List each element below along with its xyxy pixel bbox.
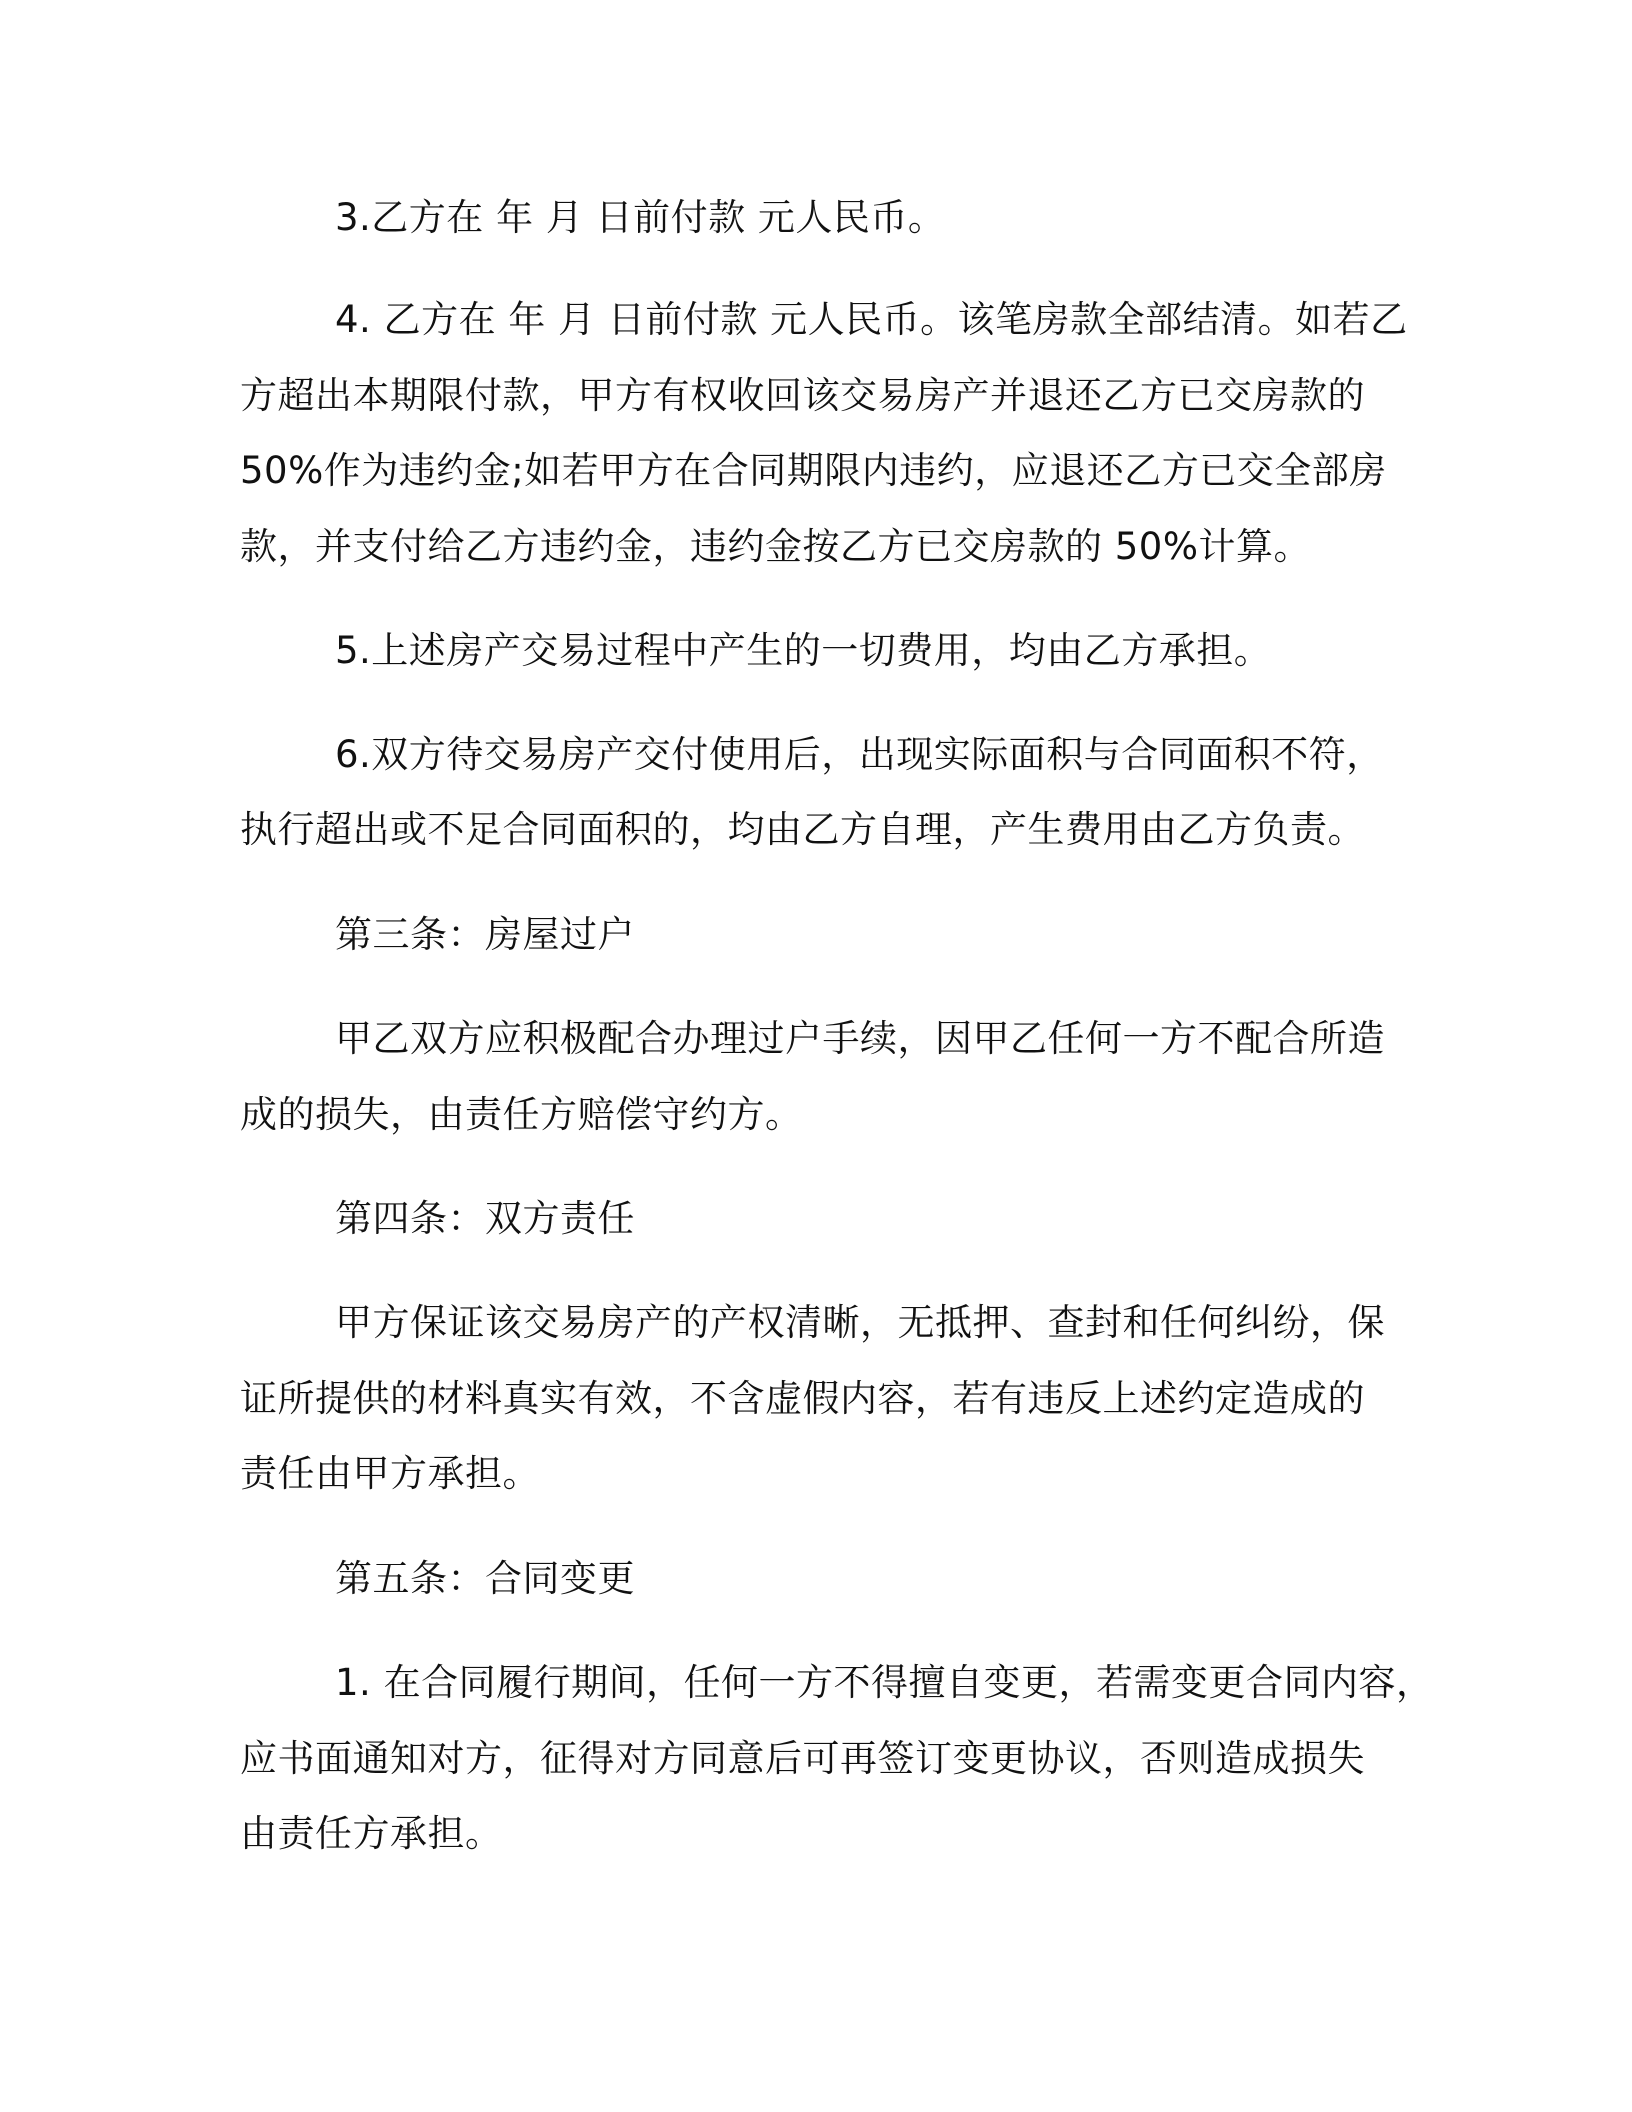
clause-5-item-1-line-3: 由责任方承担。 <box>240 1812 503 1855</box>
clause-2-item-4-line-2: 方超出本期限付款，甲方有权收回该交易房产并退还乙方已交房款的 <box>240 374 1365 417</box>
clause-2-item-4-line-4: 款，并支付给乙方违约金，违约金按乙方已交房款的 50%计算。 <box>240 525 1311 568</box>
clause-2-item-6-line-1: 6.双方待交易房产交付使用后，出现实际面积与合同面积不符， <box>335 733 1384 776</box>
clause-4-heading: 第四条：双方责任 <box>335 1197 635 1240</box>
clause-2-item-4-line-1: 4. 乙方在 年 月 日前付款 元人民币。该笔房款全部结清。如若乙 <box>335 298 1408 341</box>
clause-3-body-line-1: 甲乙双方应积极配合办理过户手续，因甲乙任何一方不配合所造 <box>335 1017 1385 1060</box>
clause-4-body-line-3: 责任由甲方承担。 <box>240 1452 540 1495</box>
clause-2-item-3: 3.乙方在 年 月 日前付款 元人民币。 <box>335 196 946 239</box>
clause-4-body-line-2: 证所提供的材料真实有效，不含虚假内容，若有违反上述约定造成的 <box>240 1377 1365 1420</box>
clause-2-item-5: 5.上述房产交易过程中产生的一切费用，均由乙方承担。 <box>335 629 1272 672</box>
clause-3-body-line-2: 成的损失，由责任方赔偿守约方。 <box>240 1093 803 1136</box>
clause-4-body-line-1: 甲方保证该交易房产的产权清晰，无抵押、查封和任何纠纷，保 <box>335 1301 1385 1344</box>
clause-5-heading: 第五条：合同变更 <box>335 1557 635 1600</box>
clause-5-item-1-line-1: 1. 在合同履行期间，任何一方不得擅自变更，若需变更合同内容， <box>335 1661 1434 1704</box>
clause-5-item-1-line-2: 应书面通知对方，征得对方同意后可再签订变更协议，否则造成损失 <box>240 1737 1365 1780</box>
clause-2-item-4-line-3: 50%作为违约金;如若甲方在合同期限内违约，应退还乙方已交全部房 <box>240 449 1387 492</box>
clause-3-heading: 第三条：房屋过户 <box>335 913 635 956</box>
clause-2-item-6-line-2: 执行超出或不足合同面积的，均由乙方自理，产生费用由乙方负责。 <box>240 808 1365 851</box>
